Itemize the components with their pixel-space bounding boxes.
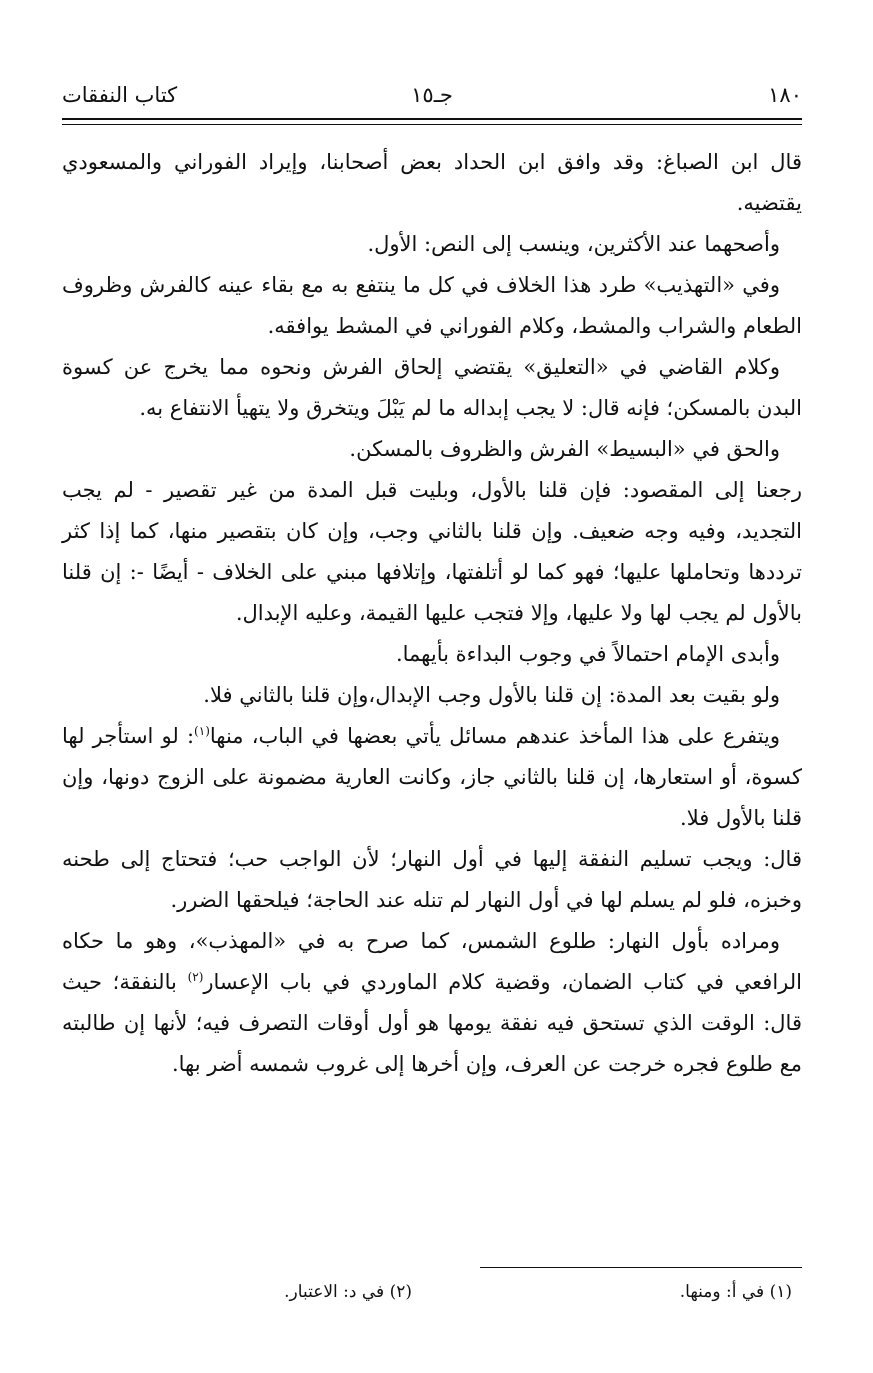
footnote-2: (٢) في د: الاعتبار.	[284, 1282, 412, 1302]
paragraph-text: ومراده بأول النهار: طلوع الشمس، كما صرح به في «المهذب»، وهو ما حكاه الرافعي في كتاب الضمان، وقضية كلام الماوردي في باب الإعسار	[62, 929, 802, 994]
header-rule-thick	[62, 118, 802, 120]
paragraph	[62, 921, 802, 1085]
footnote-rule	[480, 1267, 802, 1268]
book-page	[62, 0, 802, 1373]
paragraph-text: بالنفقة؛ حيث قال: الوقت الذي تستحق فيه نفقة يومها هو أول أوقات التصرف فيه؛ لأنها إن طالبته مع طلوع فجره خرجت عن العرف، وإن أخرها إلى غروب شمسه أضر بها.	[62, 970, 802, 1076]
page-number: ١٨٠	[768, 83, 802, 107]
paragraph: وكلام القاضي في «التعليق» يقتضي إلحاق الفرش ونحوه مما يخرج عن كسوة البدن بالمسكن؛ فإنه قال: لا يجب إبداله ما لم يَبْلَ ويتخرق ولا يتهيأ الانتفاع به.	[62, 355, 802, 420]
paragraph: رجعنا إلى المقصود: فإن قلنا بالأول، وبليت قبل المدة من غير تقصير - لم يجب التجديد، وفيه وجه ضعيف. وإن قلنا بالثاني وجب، وإن كان بتقصير منها، كما إذا كثر ترددها وتحاملها عليها؛ فهو كما لو أتلفتها، وإتلافها مبني على الخلاف - أيضًا -: إن قلنا بالأول لم يجب لها ولا عليها، وإلا فتجب عليها القيمة، وعليه الإبدال.	[62, 478, 802, 625]
volume-label: جـ١٥	[411, 83, 453, 107]
paragraph: ولو بقيت بعد المدة: إن قلنا بالأول وجب الإبدال،وإن قلنا بالثاني فلا.	[203, 683, 780, 707]
footnote-ref: (٢)	[187, 970, 204, 984]
paragraph: وفي «التهذيب» طرد هذا الخلاف في كل ما ينتفع به مع بقاء عينه كالفرش وظروف الطعام والشراب والمشط، وكلام الفوراني في المشط يوافقه.	[62, 273, 802, 338]
header-rule-thin	[62, 124, 802, 125]
footnotes	[62, 1277, 802, 1307]
paragraph-text: ويتفرع على هذا المأخذ عندهم مسائل يأتي بعضها في الباب، منها	[209, 724, 780, 748]
footnote-ref: (١)	[194, 724, 210, 738]
paragraph: قال ابن الصباغ: وقد وافق ابن الحداد بعض أصحابنا، وإيراد الفوراني والمسعودي يقتضيه.	[62, 150, 802, 215]
body-text	[62, 142, 802, 1085]
book-title: كتاب النفقات	[62, 83, 178, 107]
paragraph	[62, 716, 802, 839]
paragraph: قال: ويجب تسليم النفقة إليها في أول النهار؛ لأن الواجب حب؛ فتحتاج إلى طحنه وخبزه، فلو لم يسلم لها في أول النهار لم تنله عند الحاجة؛ فيلحقها الضرر.	[62, 847, 802, 912]
paragraph-text: : لو استأجر لها كسوة، أو استعارها، إن قلنا بالثاني جاز، وكانت العارية مضمونة على الزوج دونها، وإن قلنا بالأول فلا.	[62, 724, 802, 830]
paragraph: وأبدى الإمام احتمالاً في وجوب البداءة بأيهما.	[395, 642, 780, 666]
page-header	[62, 78, 802, 112]
footnote-1: (١) في أ: ومنها.	[679, 1282, 792, 1302]
paragraph: وأصحهما عند الأكثرين، وينسب إلى النص: الأول.	[367, 232, 780, 256]
paragraph: والحق في «البسيط» الفرش والظروف بالمسكن.	[349, 437, 780, 461]
